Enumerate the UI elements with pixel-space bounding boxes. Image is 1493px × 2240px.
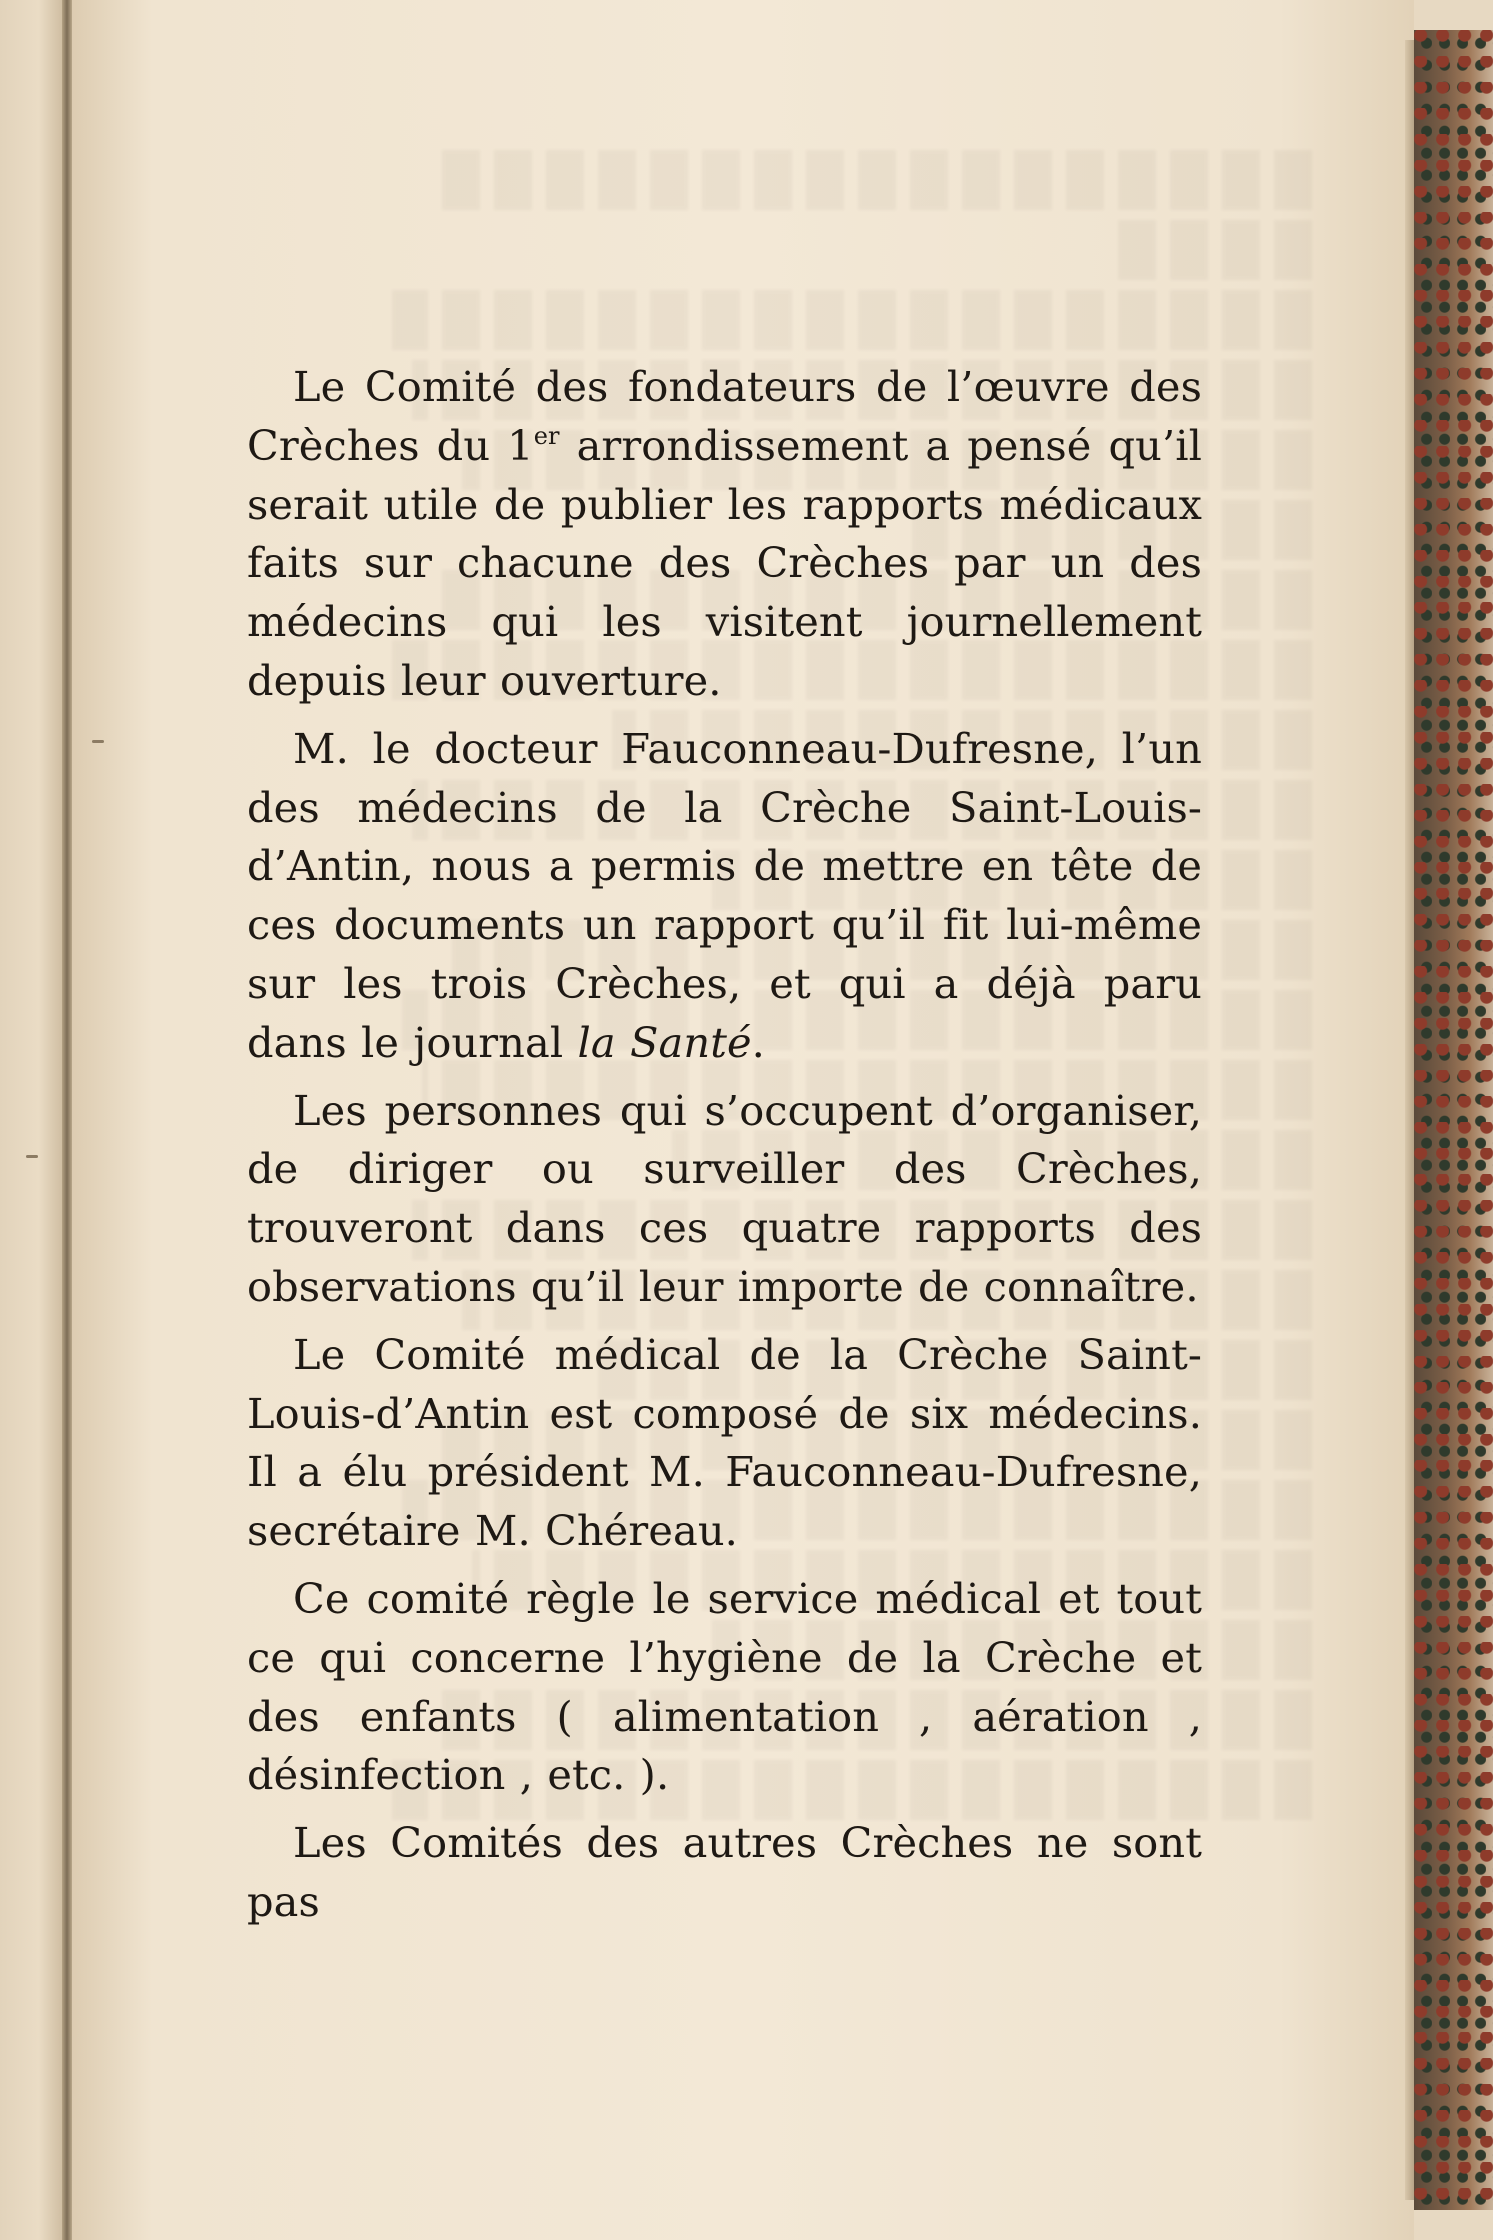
book-gutter: [62, 0, 72, 2240]
journal-title: la Santé: [577, 1017, 752, 1067]
paragraph-6: Les Comités des autres Crèches ne sont pas: [247, 1818, 1202, 1926]
margin-mark: [92, 740, 104, 743]
margin-mark: [26, 1155, 38, 1158]
paragraph-3: Les personnes qui s’occupent d’organiser, de diriger ou surveiller des Crèches, trouveront dans ces quatre rapports des observations qu’il leur importe de connaître.: [247, 1085, 1202, 1311]
paragraph-4: Le Comité médical de la Crèche Saint-Louis-d’Antin est composé de six médecins. Il a élu président M. Fauconneau-Dufresne, secrétaire M. Chéreau.: [247, 1329, 1202, 1556]
paragraph-1: Le Comité des fondateurs de l’œuvre des Crèches du 1er arrondissement a pensé qu’il serait utile de publier les rapports médicaux faits sur chacune des Crèches par un des médecins qui les visitent journellement depuis leur ouverture.: [247, 362, 1202, 705]
page-body-text: [247, 358, 1202, 1941]
paragraph-2: M. le docteur Fauconneau-Dufresne, l’un des médecins de la Crèche Saint-Louis-d’Antin, nous a permis de mettre en tête de ces documents un rapport qu’il fit lui-même sur les trois Crèches, et qui a déjà paru dans le journal la Santé.: [247, 723, 1202, 1067]
left-page-margin: [0, 0, 70, 2240]
superscript-er: er: [533, 421, 560, 450]
marbled-book-edge: [1414, 30, 1493, 2210]
paragraph-5: Ce comité règle le service médical et tout ce qui concerne l’hygiène de la Crèche et des enfants ( alimentation , aération , désinfection , etc. ).: [247, 1573, 1202, 1800]
